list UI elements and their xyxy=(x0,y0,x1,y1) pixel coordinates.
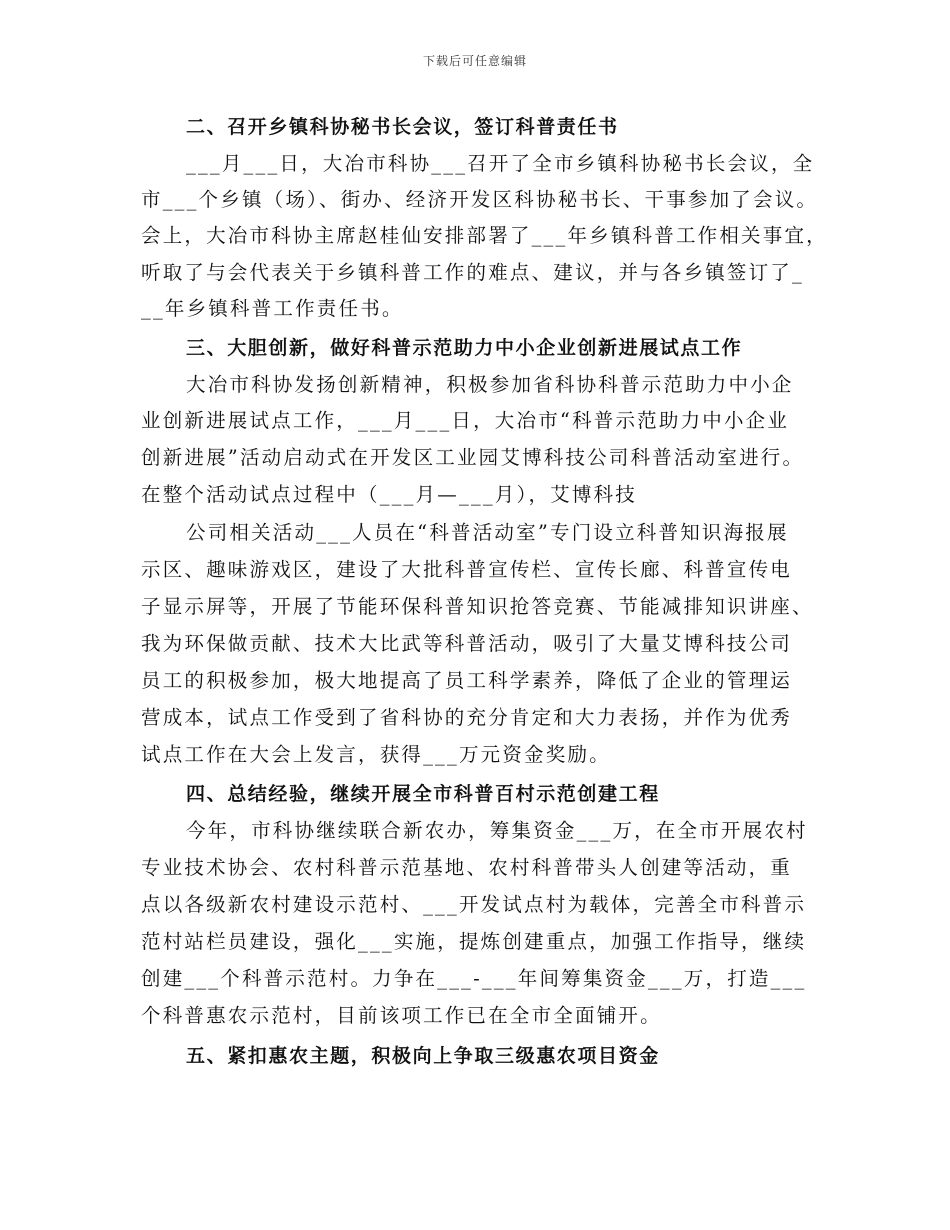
body-line: 范村站栏员建设，强化___实施，提炼创建重点，加强工作指导，继续 xyxy=(141,930,807,953)
body-line: 在整个活动试点过程中（___月—___月），艾博科技 xyxy=(141,483,637,506)
body-line: __年乡镇科普工作责任书。 xyxy=(141,297,404,320)
body-line: 我为环保做贡献、技术大比武等科普活动，吸引了大量艾博科技公司 xyxy=(141,632,793,655)
body-line: 试点工作在大会上发言，获得___万元资金奖励。 xyxy=(141,743,611,766)
body-line: 子显示屏等，开展了节能环保科普知识抢答竞赛、节能减排知识讲座、 xyxy=(141,595,814,618)
body-line: 市___个乡镇（场）、街办、经济开发区科协秘书长、干事参加了会议。 xyxy=(141,188,819,211)
body-line: 专业技术协会、农村科普示范基地、农村科普带头人创建等活动，重 xyxy=(141,856,793,879)
body-line: ___月___日，大冶市科协___召开了全市乡镇科协秘书长会议，全 xyxy=(186,152,815,175)
body-line: 今年，市科协继续联合新农办，筹集资金___万，在全市开展农村 xyxy=(186,819,808,842)
body-line: 个科普惠农示范村，目前该项工作已在全市全面铺开。 xyxy=(141,1004,662,1027)
body-line: 创新进展”活动启动式在开发区工业园艾博科技公司科普活动室进行。 xyxy=(141,446,805,469)
body-line: 大冶市科协发扬创新精神，积极参加省科协科普示范助力中小企 xyxy=(186,373,794,396)
body-line: 创建___个科普示范村。力争在___-___年间筹集资金___万，打造___ xyxy=(141,967,807,990)
page-header: 下载后可任意编辑 xyxy=(422,54,527,68)
section-heading-3: 三、大胆创新，做好科普示范助力中小企业创新进展试点工作 xyxy=(186,337,743,359)
body-line: 会上，大冶市科协主席赵桂仙安排部署了___年乡镇科普工作相关事宜， xyxy=(141,224,828,247)
body-line: 员工的积极参加，极大地提高了员工科学素养，降低了企业的管理运 xyxy=(141,669,793,692)
body-line: 点以各级新农村建设示范村、___开发试点村为载体，完善全市科普示 xyxy=(141,893,807,916)
section-heading-5: 五、紧扣惠农主题，积极向上争取三级惠农项目资金 xyxy=(186,1045,660,1067)
body-line: 营成本，试点工作受到了省科协的充分肯定和大力表扬，并作为优秀 xyxy=(141,706,793,729)
body-line: 听取了与会代表关于乡镇科普工作的难点、建议，并与各乡镇签订了_ xyxy=(141,261,804,284)
body-line: 业创新进展试点工作，___月___日，大冶市“科普示范助力中小企业 xyxy=(141,409,790,432)
body-line: 示区、趣味游戏区，建设了大批科普宣传栏、宣传长廊、科普宣传电 xyxy=(141,558,793,581)
section-heading-4: 四、总结经验，继续开展全市科普百村示范创建工程 xyxy=(186,783,660,805)
body-line: 公司相关活动___人员在“科普活动室”专门设立科普知识海报展 xyxy=(186,521,789,544)
section-heading-2: 二、召开乡镇科协秘书长会议，签订科普责任书 xyxy=(186,116,619,138)
